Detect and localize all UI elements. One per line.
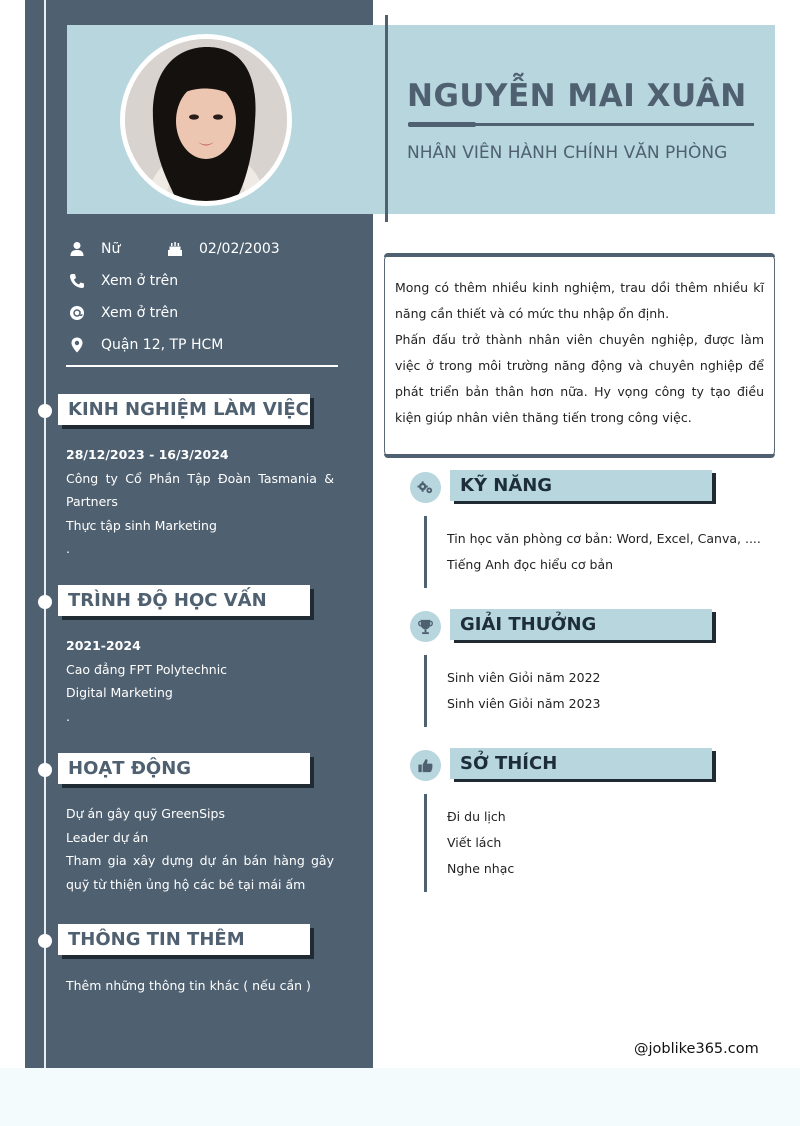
education-block [66,634,334,728]
activity-item: Dự án gây quỹ GreenSips [66,806,225,821]
education-heading: TRÌNH ĐỘ HỌC VẤN [58,585,310,616]
hobby-item: Đi du lịch [447,809,506,824]
award-item: Sinh viên Giỏi năm 2022 [447,670,601,685]
skills-list [447,526,761,578]
gears-icon [410,472,441,503]
timeline-line [44,0,46,1068]
timeline-dot [38,934,52,948]
bottom-band [0,1068,800,1126]
hobbies-bar [424,794,427,892]
contact-divider [66,365,338,367]
career-objective [384,254,775,457]
skills-heading: KỸ NĂNG [450,470,712,501]
hobbies-list [447,804,514,882]
experience-date: 28/12/2023 - 16/3/2024 [66,447,229,462]
email-row [68,304,178,322]
timeline-dot [38,404,52,418]
candidate-name: NGUYỄN MAI XUÂN [407,78,747,114]
at-sign-icon [68,304,86,322]
timeline-dot [38,595,52,609]
person-icon [68,240,86,258]
awards-list [447,665,600,717]
birthday-row [166,240,280,258]
skills-bar [424,516,427,588]
email-value: Xem ở trên [101,305,179,321]
hobbies-heading: SỞ THÍCH [450,748,712,779]
experience-heading: KINH NGHIỆM LÀM VIỆC [58,394,310,425]
name-underline-accent [408,122,476,127]
activities-heading: HOẠT ĐỘNG [58,753,310,784]
skill-item: Tin học văn phòng cơ bản: Word, Excel, Canva, .... [447,531,761,546]
phone-value: Xem ở trên [101,273,179,289]
thumbs-up-icon [410,750,441,781]
experience-note: . [66,541,70,556]
education-school: Cao đẳng FPT Polytechnic [66,661,228,677]
experience-block [66,443,334,561]
hobby-item: Viết lách [447,835,502,850]
skill-item: Tiếng Anh đọc hiểu cơ bản [447,557,614,572]
award-item: Sinh viên Giỏi năm 2023 [447,696,601,711]
education-date: 2021-2024 [66,638,141,653]
gender-row [68,240,120,258]
extra-info-text: Thêm những thông tin khác ( nếu cần ) [66,978,311,993]
activity-item: Tham gia xây dựng dự án bán hàng gây quỹ từ thiện ủng hộ các bé tại mái ấm [66,853,334,892]
portrait-photo [125,39,287,201]
experience-company: Công ty Cổ Phần Tập Đoàn Tasmania & Partners [66,470,334,509]
education-note: . [66,708,70,724]
phone-icon [68,272,86,290]
awards-heading: GIẢI THƯỞNG [450,609,712,640]
avatar [120,34,292,206]
trophy-icon [410,611,441,642]
hobby-item: Nghe nhạc [447,861,515,876]
objective-top-border [384,253,775,257]
address-row [68,336,223,354]
objective-bottom-border [384,454,775,458]
job-title: NHÂN VIÊN HÀNH CHÍNH VĂN PHÒNG [407,143,728,163]
gender-value: Nữ [101,241,121,257]
activity-item: Leader dự án [66,829,149,845]
birthday-value: 02/02/2003 [199,241,280,257]
activities-block [66,802,334,896]
extra-info-heading: THÔNG TIN THÊM [58,924,310,955]
objective-paragraph: Phấn đấu trở thành nhân viên chuyên nghiệp, được làm việc ở trong môi trường năng động và chuyên nghiệp để phát triển bản thân hơn nữa. Hy vọng công ty tạo điều kiện giúp nhân viên thăng tiến trong công việc. [395,332,764,425]
phone-row [68,272,178,290]
address-value: Quận 12, TP HCM [101,337,224,353]
education-major: Digital Marketing [66,685,173,700]
objective-paragraph: Mong có thêm nhiều kinh nghiệm, trau dồi thêm nhiều kĩ năng cần thiết và có mức thu nhập ổn định. [395,280,764,321]
footer-brand[interactable]: @joblike365.com [634,1041,759,1057]
birthday-cake-icon [166,240,184,258]
awards-bar [424,655,427,727]
header-divider [385,15,388,222]
timeline-dot [38,763,52,777]
location-pin-icon [68,336,86,354]
experience-position: Thực tập sinh Marketing [66,517,217,533]
